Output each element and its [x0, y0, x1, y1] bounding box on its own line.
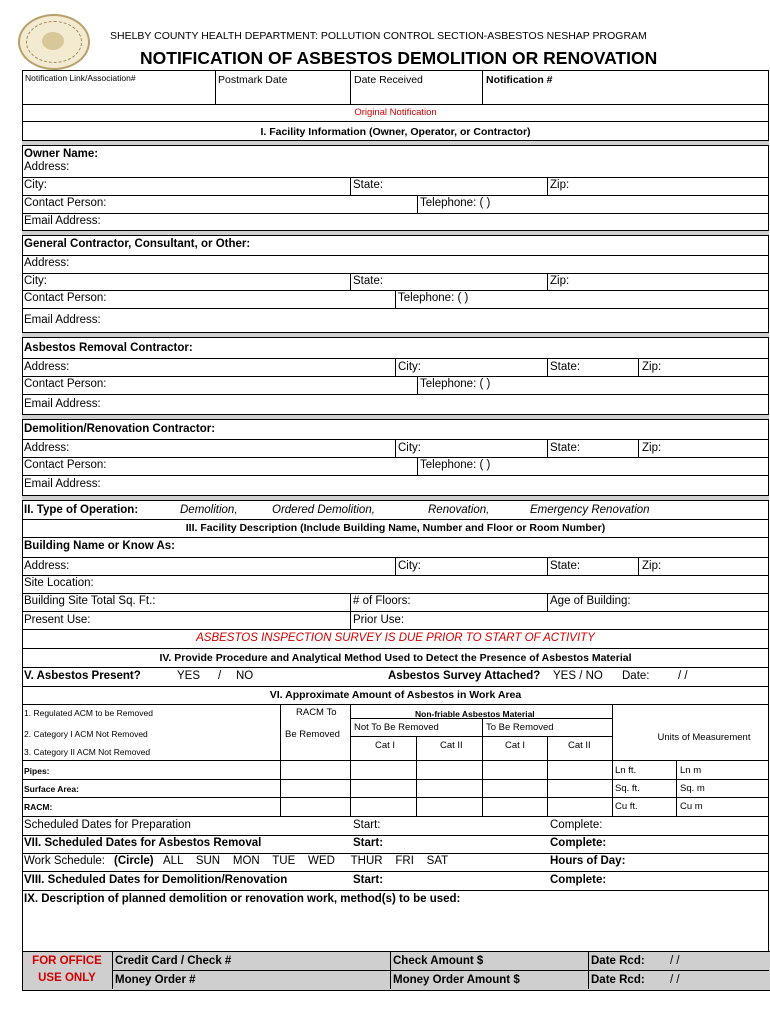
removal-city-label: City:: [398, 361, 421, 373]
removal-telephone-label: Telephone: ( ): [420, 378, 491, 390]
units-of-measurement: Units of Measurement: [657, 732, 751, 743]
notification-link-label: Notification Link/Association#: [25, 73, 136, 83]
section9-title: IX. Description of planned demolition or renovation work, method(s) to be used:: [24, 893, 461, 905]
survey-attached-yes-no[interactable]: YES / NO: [553, 670, 603, 682]
cat-i-header-2: Cat I: [505, 740, 526, 751]
option-emergency-renovation[interactable]: Emergency Renovation: [530, 504, 650, 516]
general-contractor-title: General Contractor, Consultant, or Other:: [24, 238, 251, 250]
owner-name-label: Owner Name:: [24, 148, 99, 160]
removal-address-label: Address:: [24, 361, 70, 373]
building-age-label: Age of Building:: [550, 595, 631, 607]
office-use-label-1: FOR OFFICE: [32, 955, 102, 967]
removal-contractor-title: Asbestos Removal Contractor:: [24, 342, 193, 354]
operation-type-label: II. Type of Operation:: [24, 504, 139, 516]
general-state-label: State:: [353, 275, 384, 287]
option-renovation[interactable]: Renovation,: [428, 504, 490, 516]
pipes-row-label: Pipes:: [24, 766, 50, 776]
agency-header: SHELBY COUNTY HEALTH DEPARTMENT: POLLUTION CONTROL SECTION-ASBESTOS NESHAP PROGRAM: [110, 30, 647, 42]
section3-title: III. Facility Description (Include Building Name, Number and Floor or Room Number): [185, 522, 606, 534]
preparation-dates-label: Scheduled Dates for Preparation: [24, 819, 191, 831]
survey-date-label: Date:: [622, 670, 650, 682]
removal-complete-label: Complete:: [550, 837, 607, 849]
date-received-label: Date Received: [354, 74, 423, 86]
general-city-label: City:: [24, 275, 47, 287]
removal-start-label: Start:: [353, 837, 384, 849]
demolition-city-label: City:: [398, 442, 421, 454]
asbestos-present-label: V. Asbestos Present?: [24, 670, 141, 682]
prep-start-label: Start:: [353, 819, 381, 831]
demolition-complete-label: Complete:: [550, 874, 607, 886]
option-demolition[interactable]: Demolition,: [180, 504, 238, 516]
section1-title: I. Facility Information (Owner, Operator, or Contractor): [260, 126, 531, 138]
surface-unit-ft: Sq. ft.: [615, 783, 640, 794]
category-1-acm: 2. Category I ACM Not Removed: [24, 729, 148, 739]
to-be-removed-header: To Be Removed: [486, 722, 554, 733]
date-received-office-1: Date Rcd:: [591, 955, 645, 967]
work-schedule-label: Work Schedule:: [24, 855, 105, 867]
cat-ii-header-2: Cat II: [568, 740, 591, 751]
work-days-options[interactable]: ALL SUN MON TUE WED THUR FRI SAT: [163, 855, 449, 867]
hours-of-day-label: Hours of Day:: [550, 855, 626, 867]
survey-attached-label: Asbestos Survey Attached?: [388, 670, 541, 682]
owner-city-label: City:: [24, 179, 47, 191]
asbestos-present-no[interactable]: NO: [236, 670, 254, 682]
demolition-address-label: Address:: [24, 442, 70, 454]
demolition-dates-label: VIII. Scheduled Dates for Demolition/Renovation: [24, 874, 288, 886]
postmark-date-label: Postmark Date: [218, 74, 288, 86]
prior-use-label: Prior Use:: [353, 614, 405, 626]
removal-zip-label: Zip:: [642, 361, 662, 373]
demolition-contact-label: Contact Person:: [24, 459, 107, 471]
general-zip-label: Zip:: [550, 275, 570, 287]
cat-i-header-1: Cat I: [375, 740, 396, 751]
pipes-unit-ft: Ln ft.: [615, 765, 637, 776]
money-order-amount-label: Money Order Amount $: [393, 974, 520, 986]
check-amount-label: Check Amount $: [393, 955, 484, 967]
demolition-state-label: State:: [550, 442, 581, 454]
general-contact-label: Contact Person:: [24, 292, 107, 304]
demolition-contractor-title: Demolition/Renovation Contractor:: [24, 423, 216, 435]
demolition-start-label: Start:: [353, 874, 384, 886]
prep-complete-label: Complete:: [550, 819, 603, 831]
date-slashes-office-2: / /: [670, 974, 680, 986]
county-seal-logo: [18, 14, 90, 70]
category-2-acm: 3. Category II ACM Not Removed: [24, 747, 151, 757]
general-email-label: Email Address:: [24, 314, 101, 326]
section6-title: VI. Approximate Amount of Asbestos in Work Area: [269, 689, 522, 701]
owner-contact-label: Contact Person:: [24, 197, 107, 209]
asbestos-present-yes[interactable]: YES: [177, 670, 201, 682]
money-order-label: Money Order #: [115, 974, 196, 986]
pipes-unit-m: Ln m: [680, 765, 702, 776]
section4-title: IV. Provide Procedure and Analytical Method Used to Detect the Presence of Asbestos Material: [159, 652, 632, 664]
survey-date-slashes: / /: [678, 670, 688, 682]
surface-area-row-label: Surface Area:: [24, 784, 79, 794]
office-use-label-2: USE ONLY: [38, 972, 96, 984]
nonfriable-header: Non-friable Asbestos Material: [415, 709, 535, 719]
circle-instruction: (Circle): [114, 855, 154, 867]
category-regulated-acm: 1. Regulated ACM to be Removed: [24, 708, 153, 718]
survey-due-notice: ASBESTOS INSPECTION SURVEY IS DUE PRIOR TO START OF ACTIVITY: [196, 632, 595, 644]
owner-zip-label: Zip:: [550, 179, 570, 191]
credit-card-check-label: Credit Card / Check #: [115, 955, 232, 967]
owner-address-label: Address:: [24, 161, 70, 173]
original-notification: Original Notification: [354, 107, 437, 118]
removal-state-label: State:: [550, 361, 581, 373]
facility-city-label: City:: [398, 560, 421, 572]
not-to-be-removed-header: Not To Be Removed: [354, 722, 439, 733]
demolition-telephone-label: Telephone: ( ): [420, 459, 491, 471]
option-ordered-demolition[interactable]: Ordered Demolition,: [272, 504, 375, 516]
racm-unit-m: Cu m: [680, 801, 703, 812]
site-location-label: Site Location:: [24, 577, 94, 589]
surface-unit-m: Sq. m: [680, 783, 705, 794]
removal-contact-label: Contact Person:: [24, 378, 107, 390]
racm-unit-ft: Cu ft.: [615, 801, 638, 812]
removal-email-label: Email Address:: [24, 398, 101, 410]
facility-address-label: Address:: [24, 560, 70, 572]
building-sqft-label: Building Site Total Sq. Ft.:: [24, 595, 156, 607]
date-received-office-2: Date Rcd:: [591, 974, 645, 986]
general-telephone-label: Telephone: ( ): [398, 292, 469, 304]
date-slashes-office-1: / /: [670, 955, 680, 967]
owner-state-label: State:: [353, 179, 384, 191]
present-use-label: Present Use:: [24, 614, 91, 626]
facility-zip-label: Zip:: [642, 560, 662, 572]
building-name-label: Building Name or Know As:: [24, 540, 175, 552]
racm-to-label: RACM To: [296, 707, 337, 718]
facility-state-label: State:: [550, 560, 581, 572]
owner-telephone-label: Telephone: ( ): [420, 197, 491, 209]
racm-row-label: RACM:: [24, 802, 53, 812]
removal-dates-label: VII. Scheduled Dates for Asbestos Removal: [24, 837, 262, 849]
form-title: NOTIFICATION OF ASBESTOS DEMOLITION OR RENOVATION: [140, 48, 658, 68]
floors-label: # of Floors:: [353, 595, 411, 607]
notification-number-label: Notification #: [486, 74, 553, 86]
demolition-zip-label: Zip:: [642, 442, 662, 454]
be-removed-label: Be Removed: [285, 729, 340, 740]
general-address-label: Address:: [24, 257, 70, 269]
owner-email-label: Email Address:: [24, 215, 101, 227]
asbestos-present-slash: /: [218, 670, 222, 682]
demolition-email-label: Email Address:: [24, 478, 101, 490]
cat-ii-header-1: Cat II: [440, 740, 463, 751]
